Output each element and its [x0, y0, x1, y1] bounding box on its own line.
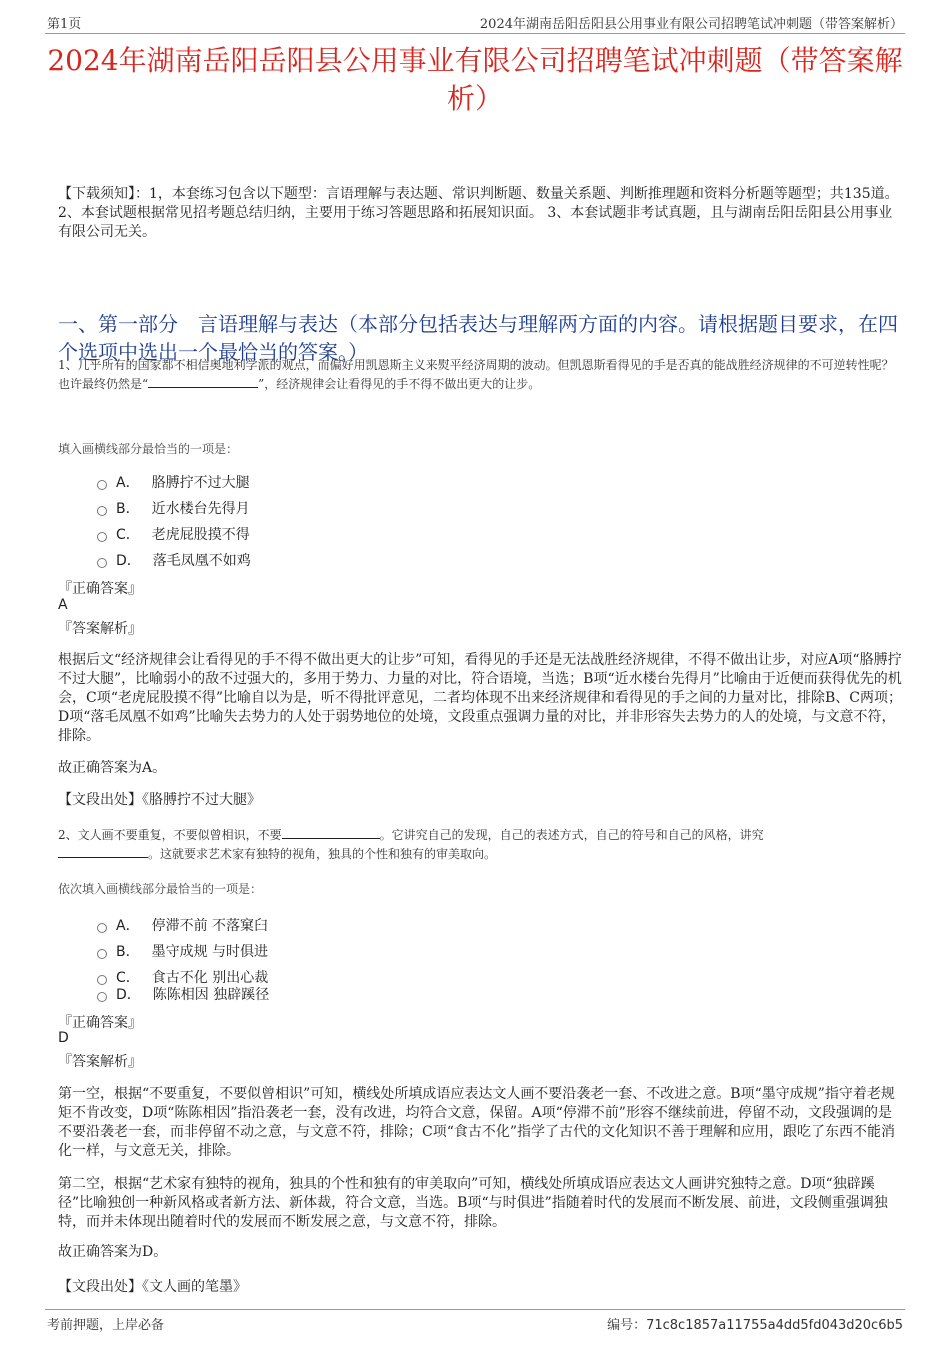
- radio-icon[interactable]: [97, 923, 107, 933]
- running-header-title: 2024年湖南岳阳岳阳县公用事业有限公司招聘笔试冲刺题（带答案解析）: [479, 17, 903, 32]
- correct-answer: D: [58, 1030, 69, 1046]
- footer-divider: [45, 1309, 905, 1310]
- option-a[interactable]: A． 胳膊拧不过大腿: [97, 472, 250, 492]
- correct-answer: A: [58, 597, 68, 613]
- question-2-text-c: 。这就要求艺术家有独特的视角，独具的个性和独有的审美取向。: [148, 847, 497, 861]
- analysis-label: 『答案解析』: [58, 621, 142, 637]
- fill-blank: [282, 826, 380, 839]
- conclusion: 故正确答案为A。: [58, 760, 167, 776]
- analysis-text-1: 第一空，根据“不要重复，不要似曾相识”可知，横线处所填成语应表达文人画不要沿袭老一套、不改进之意。B项“墨守成规”指守着老规矩不肯改变，D项“陈陈相因”指沿袭老一套，没有改进，均符合文意，保留。A项“停滞不前”形容不继续前进，停留不动，文段强调的是不要沿袭老一套，而非停留不动之意，与文意不符，排除；C项“食古不化”指学了古代的文化知识不善于理解和应用，跟吃了东西不能消化一样，与文意无关，排除。: [58, 1086, 896, 1159]
- option-b[interactable]: B． 墨守成规 与时俱进: [97, 941, 268, 961]
- option-d[interactable]: D． 落毛凤凰不如鸡: [97, 550, 251, 570]
- analysis-text-2: 第二空，根据“艺术家有独特的视角，独具的个性和独有的审美取向”可知，横线处所填成语应表达文人画讲究独特之意。D项“独辟蹊径”比喻独创一种新风格或者新方法、新体裁，符合文意，当选。B项“与时俱进”指随着时代的发展而不断发展、前进，文段侧重强调独特，而并未体现出随着时代的发展而不断发展之意，与文意不符，排除。: [58, 1176, 888, 1230]
- radio-icon[interactable]: [97, 949, 107, 959]
- question-2-prompt: 依次填入画横线部分最恰当的一项是：: [58, 882, 263, 896]
- conclusion: 故正确答案为D。: [58, 1244, 168, 1260]
- option-d[interactable]: D． 陈陈相因 独辟蹊径: [97, 984, 269, 1004]
- fill-blank: [58, 845, 148, 858]
- section-heading: 一、第一部分 言语理解与表达（本部分包括表达与理解两方面的内容。请根据题目要求，在四个选项中选出一个最恰当的答案。）: [58, 312, 898, 364]
- page-number: 第1页: [47, 17, 82, 32]
- analysis-label: 『答案解析』: [58, 1054, 142, 1070]
- radio-icon[interactable]: [97, 558, 107, 568]
- question-2-text-b: 。它讲究自己的发现，自己的表述方式，自己的符号和自己的风格，讲究: [379, 828, 764, 842]
- header-divider: [45, 33, 905, 34]
- option-b[interactable]: B． 近水楼台先得月: [97, 498, 250, 518]
- radio-icon[interactable]: [97, 480, 107, 490]
- question-2-stem: [58, 826, 903, 864]
- source-citation: 【文段出处】《胳膊拧不过大腿》: [58, 792, 261, 808]
- question-1-prompt: 填入画横线部分最恰当的一项是：: [58, 442, 239, 456]
- footer-code: 编号：71c8c1857a11755a4dd5fd043d20c6b5: [607, 1318, 903, 1333]
- analysis-text: 根据后文“经济规律会让看得见的手不得不做出更大的让步”可知，看得见的手还是无法战胜经济规律，不得不做出让步，对应A项“胳膊拧不过大腿”，比喻弱小的敌不过强大的，多用于势力、力量的对比，符合语境，当选；B项“近水楼台先得月”比喻由于近便而获得优先的机会，C项“老虎屁股摸不得”比喻自以为是，听不得批评意见，二者均体现不出来经济规律和看得见的手之间的力量对比，排除B、C两项；D项“落毛凤凰不如鸡”比喻失去势力的人处于弱势地位的处境，文段重点强调力量的对比，并非形容失去势力的人的处境，与文意不符，排除。: [58, 652, 903, 744]
- correct-answer-label: 『正确答案』: [58, 581, 142, 597]
- question-1-text-b: ”，经济规律会让看得见的手不得不做出更大的让步。: [258, 377, 541, 391]
- question-1-stem: [58, 356, 903, 394]
- footer-slogan: 考前押题，上岸必备: [47, 1318, 165, 1333]
- option-a[interactable]: A． 停滞不前 不落窠臼: [97, 915, 268, 935]
- question-2-text-a: 2、文人画不要重复，不要似曾相识，不要: [58, 828, 282, 842]
- fill-blank: [148, 375, 258, 388]
- radio-icon[interactable]: [97, 992, 107, 1002]
- option-c[interactable]: C． 食古不化 别出心裁: [97, 967, 268, 987]
- source-citation: 【文段出处】《文人画的笔墨》: [58, 1279, 247, 1295]
- radio-icon[interactable]: [97, 506, 107, 516]
- option-c[interactable]: C． 老虎屁股摸不得: [97, 524, 250, 544]
- download-notice: 【下载须知】：1，本套练习包含以下题型：言语理解与表达题、常识判断题、数量关系题、判断推理题和资料分析题等题型；共135道。 2、本套试题根据常见招考题总结归纳，主要用于练习答题思路和拓展知识面。 3、本套试题非考试真题，且与湖南岳阳岳阳县公用事业有限公司无关。: [58, 186, 899, 240]
- correct-answer-label: 『正确答案』: [58, 1015, 142, 1031]
- question-1-text-a: 1、几乎所有的国家都不相信奥地利学派的观点，而偏好用凯恩斯主义来熨平经济周期的波动。但凯恩斯看得见的手是否真的能战胜经济规律的不可逆转性呢？也许最终仍然是“: [58, 358, 894, 391]
- radio-icon[interactable]: [97, 532, 107, 542]
- document-title: 2024年湖南岳阳岳阳县公用事业有限公司招聘笔试冲刺题（带答案解析）: [47, 44, 903, 115]
